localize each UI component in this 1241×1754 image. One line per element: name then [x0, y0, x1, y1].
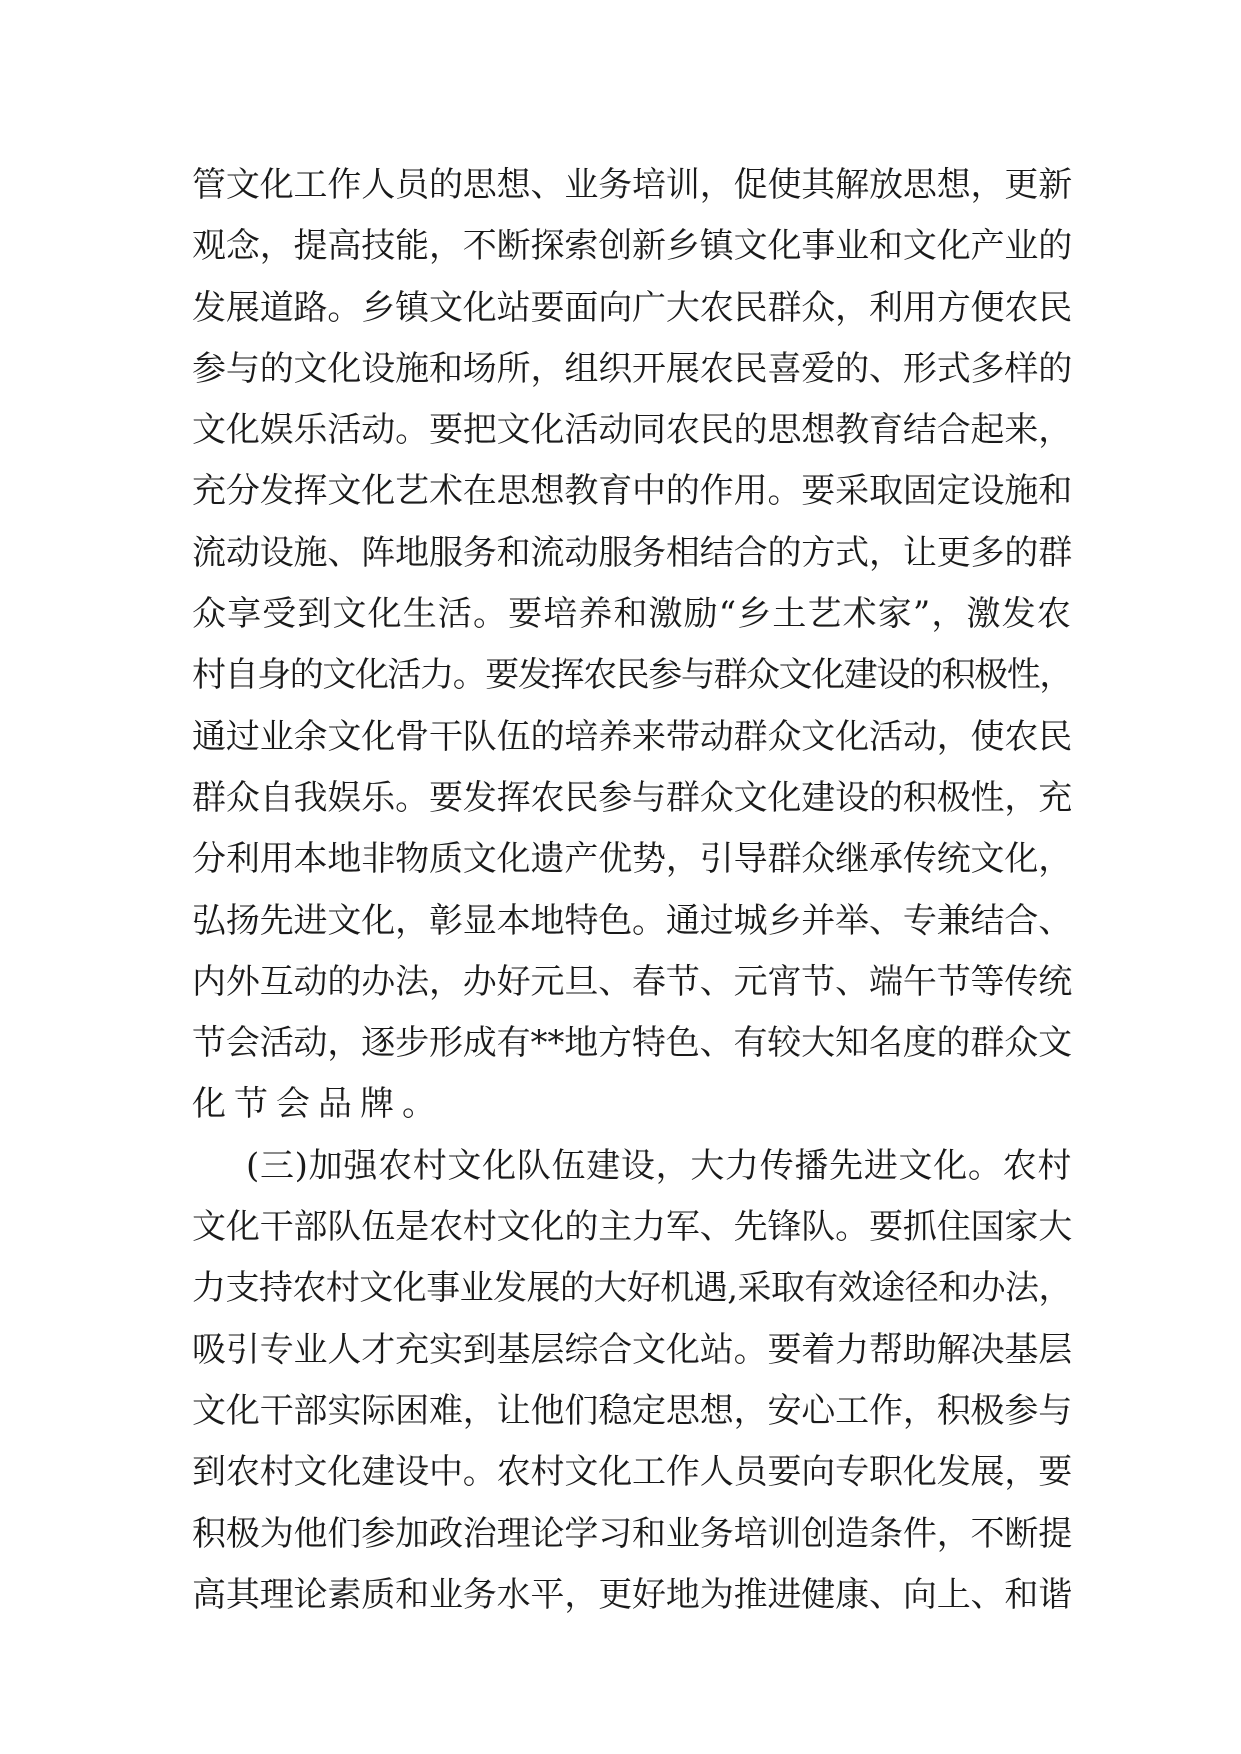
paragraph-end-line: 化节会品牌。: [192, 1084, 444, 1125]
text-line: 发展道路。乡镇文化站要面向广大农民群众，利用方便农民: [192, 287, 1073, 328]
text-line: 流动设施、阵地服务和流动服务相结合的方式，让更多的群: [192, 532, 1073, 573]
text-line: 群众自我娱乐。要发挥农民参与群众文化建设的积极性，充: [192, 777, 1073, 818]
text-line: 分利用本地非物质文化遗产优势，引导群众继承传统文化，: [192, 839, 1073, 880]
text-line: 积极为他们参加政治理论学习和业务培训创造条件，不断提: [192, 1513, 1073, 1554]
section-heading-line: (三)加强农村文化队伍建设，大力传播先进文化。农村: [246, 1145, 1073, 1186]
text-line: 管文化工作人员的思想、业务培训，促使其解放思想，更新: [192, 165, 1073, 205]
text-line: 参与的文化设施和场所，组织开展农民喜爱的、形式多样的: [192, 348, 1073, 389]
text-line: 到农村文化建设中。农村文化工作人员要向专职化发展，要: [192, 1452, 1073, 1493]
text-line: 文化干部队伍是农村文化的主力军、先锋队。要抓住国家大: [192, 1207, 1073, 1248]
text-line: 村自身的文化活力。要发挥农民参与群众文化建设的积极性，: [192, 655, 1072, 696]
text-line: 众享受到文化生活。要培养和激励“乡土艺术家”，激发农: [192, 594, 1072, 635]
text-line: 高其理论素质和业务水平，更好地为推进健康、向上、和谐: [192, 1574, 1073, 1615]
text-line: 充分发挥文化艺术在思想教育中的作用。要采取固定设施和: [192, 471, 1073, 512]
text-line: 弘扬先进文化，彰显本地特色。通过城乡并举、专兼结合、: [192, 900, 1073, 941]
text-line: 力支持农村文化事业发展的大好机遇,采取有效途径和办法，: [192, 1268, 1072, 1309]
body-text: [192, 155, 1072, 1626]
text-line: 内外互动的办法，办好元旦、春节、元宵节、端午节等传统: [192, 961, 1073, 1002]
text-line: 文化娱乐活动。要把文化活动同农民的思想教育结合起来，: [192, 410, 1073, 451]
text-line: 节会活动，逐步形成有**地方特色、有较大知名度的群众文: [192, 1023, 1072, 1064]
text-line: 吸引专业人才充实到基层综合文化站。要着力帮助解决基层: [192, 1329, 1073, 1370]
text-line: 观念，提高技能，不断探索创新乡镇文化事业和文化产业的: [192, 226, 1073, 267]
text-line: 通过业余文化骨干队伍的培养来带动群众文化活动，使农民: [192, 716, 1073, 757]
text-line: 文化干部实际困难，让他们稳定思想，安心工作，积极参与: [192, 1390, 1073, 1431]
